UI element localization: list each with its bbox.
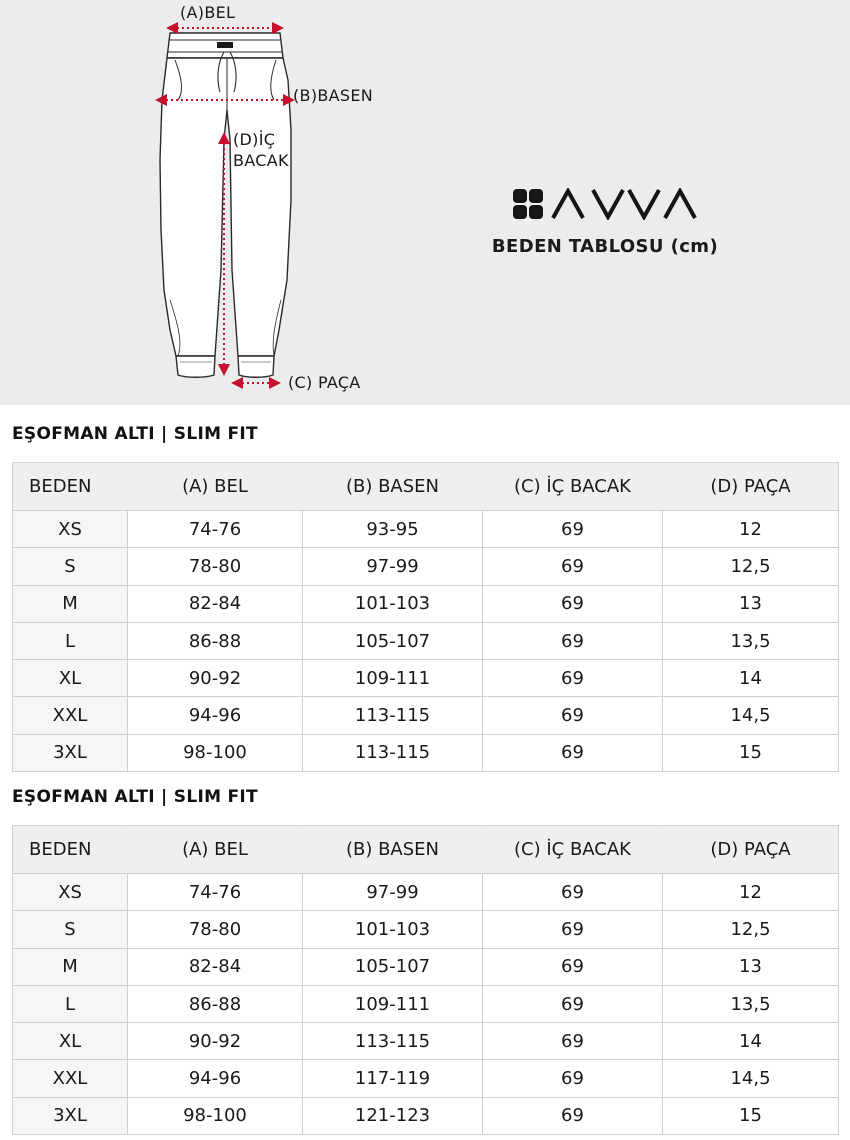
- table-row: [13, 874, 839, 911]
- inseam-cell: 69: [483, 911, 663, 948]
- column-header-size: BEDEN: [13, 826, 128, 874]
- size-cell: XL: [13, 660, 128, 697]
- size-cell: XXL: [13, 1060, 128, 1097]
- size-cell: S: [13, 911, 128, 948]
- hem-cell: 14: [663, 660, 839, 697]
- hip-cell: 97-99: [303, 874, 483, 911]
- size-chart-caption: BEDEN TABLOSU (cm): [491, 236, 719, 257]
- inseam-label-line1: (D)İÇ: [233, 130, 276, 149]
- hip-cell: 101-103: [303, 911, 483, 948]
- inseam-cell: 69: [483, 697, 663, 734]
- inseam-cell: 69: [483, 1097, 663, 1134]
- waist-cell: 90-92: [128, 1023, 303, 1060]
- waist-label: (A)BEL: [180, 3, 236, 22]
- table-row: [13, 511, 839, 548]
- table-row: [13, 1060, 839, 1097]
- table-row: [13, 985, 839, 1022]
- hem-cell: 13: [663, 585, 839, 622]
- inseam-cell: 69: [483, 1060, 663, 1097]
- column-header-hip: (B) BASEN: [303, 826, 483, 874]
- size-cell: L: [13, 622, 128, 659]
- inseam-cell: 69: [483, 948, 663, 985]
- waist-cell: 86-88: [128, 622, 303, 659]
- table-1-title: EŞOFMAN ALTI | SLIM FIT: [12, 424, 258, 444]
- hip-cell: 105-107: [303, 622, 483, 659]
- hem-cell: 14,5: [663, 697, 839, 734]
- column-header-hip: (B) BASEN: [303, 463, 483, 511]
- inseam-cell: 69: [483, 734, 663, 771]
- inseam-cell: 69: [483, 511, 663, 548]
- table-row: [13, 948, 839, 985]
- hip-cell: 113-115: [303, 1023, 483, 1060]
- inseam-cell: 69: [483, 622, 663, 659]
- waist-cell: 74-76: [128, 874, 303, 911]
- hip-cell: 109-111: [303, 660, 483, 697]
- hip-cell: 117-119: [303, 1060, 483, 1097]
- waist-cell: 98-100: [128, 734, 303, 771]
- waist-cell: 74-76: [128, 511, 303, 548]
- waist-cell: 98-100: [128, 1097, 303, 1134]
- hip-cell: 105-107: [303, 948, 483, 985]
- size-cell: M: [13, 948, 128, 985]
- hem-cell: 13,5: [663, 622, 839, 659]
- hem-cell: 13,5: [663, 985, 839, 1022]
- table-row: [13, 1097, 839, 1134]
- inseam-cell: 69: [483, 585, 663, 622]
- pants-illustration: [0, 0, 850, 405]
- hem-cell: 14,5: [663, 1060, 839, 1097]
- inseam-cell: 69: [483, 660, 663, 697]
- column-header-inseam: (C) İÇ BACAK: [483, 463, 663, 511]
- hip-cell: 97-99: [303, 548, 483, 585]
- hem-cell: 12,5: [663, 911, 839, 948]
- table-row: [13, 1023, 839, 1060]
- hem-label: (C) PAÇA: [288, 373, 361, 392]
- size-cell: XS: [13, 874, 128, 911]
- hip-cell: 113-115: [303, 697, 483, 734]
- size-cell: XL: [13, 1023, 128, 1060]
- size-table-1: [12, 462, 839, 772]
- column-header-waist: (A) BEL: [128, 826, 303, 874]
- table-row: [13, 734, 839, 771]
- hem-cell: 15: [663, 1097, 839, 1134]
- inseam-cell: 69: [483, 985, 663, 1022]
- logo-mark-icon: [513, 189, 543, 219]
- inseam-cell: 69: [483, 874, 663, 911]
- waist-cell: 94-96: [128, 697, 303, 734]
- waist-cell: 82-84: [128, 948, 303, 985]
- table-row: [13, 660, 839, 697]
- waist-cell: 82-84: [128, 585, 303, 622]
- hip-cell: 121-123: [303, 1097, 483, 1134]
- inseam-cell: 69: [483, 548, 663, 585]
- avva-logo: [513, 188, 699, 220]
- table-row: [13, 548, 839, 585]
- inseam-cell: 69: [483, 1023, 663, 1060]
- size-cell: M: [13, 585, 128, 622]
- waist-cell: 86-88: [128, 985, 303, 1022]
- table-row: [13, 697, 839, 734]
- table-row: [13, 911, 839, 948]
- hem-cell: 15: [663, 734, 839, 771]
- size-cell: 3XL: [13, 734, 128, 771]
- size-cell: XXL: [13, 697, 128, 734]
- size-cell: 3XL: [13, 1097, 128, 1134]
- hip-cell: 101-103: [303, 585, 483, 622]
- waist-cell: 78-80: [128, 911, 303, 948]
- inseam-label-line2: BACAK: [233, 151, 289, 170]
- column-header-inseam: (C) İÇ BACAK: [483, 826, 663, 874]
- waist-cell: 94-96: [128, 1060, 303, 1097]
- column-header-hem: (D) PAÇA: [663, 463, 839, 511]
- size-cell: XS: [13, 511, 128, 548]
- waist-cell: 78-80: [128, 548, 303, 585]
- hem-cell: 12: [663, 511, 839, 548]
- hem-cell: 14: [663, 1023, 839, 1060]
- hem-cell: 13: [663, 948, 839, 985]
- size-table-2: [12, 825, 839, 1135]
- column-header-hem: (D) PAÇA: [663, 826, 839, 874]
- brand-wordmark: [551, 188, 699, 220]
- table-row: [13, 622, 839, 659]
- column-header-waist: (A) BEL: [128, 463, 303, 511]
- table-header-row: [13, 826, 839, 874]
- hip-label: (B)BASEN: [293, 86, 374, 105]
- hip-cell: 109-111: [303, 985, 483, 1022]
- hem-cell: 12: [663, 874, 839, 911]
- hip-cell: 93-95: [303, 511, 483, 548]
- table-header-row: [13, 463, 839, 511]
- size-cell: L: [13, 985, 128, 1022]
- column-header-size: BEDEN: [13, 463, 128, 511]
- hem-cell: 12,5: [663, 548, 839, 585]
- waist-cell: 90-92: [128, 660, 303, 697]
- size-cell: S: [13, 548, 128, 585]
- table-2-title: EŞOFMAN ALTI | SLIM FIT: [12, 787, 258, 807]
- hip-cell: 113-115: [303, 734, 483, 771]
- table-row: [13, 585, 839, 622]
- size-guide-hero: [0, 0, 850, 405]
